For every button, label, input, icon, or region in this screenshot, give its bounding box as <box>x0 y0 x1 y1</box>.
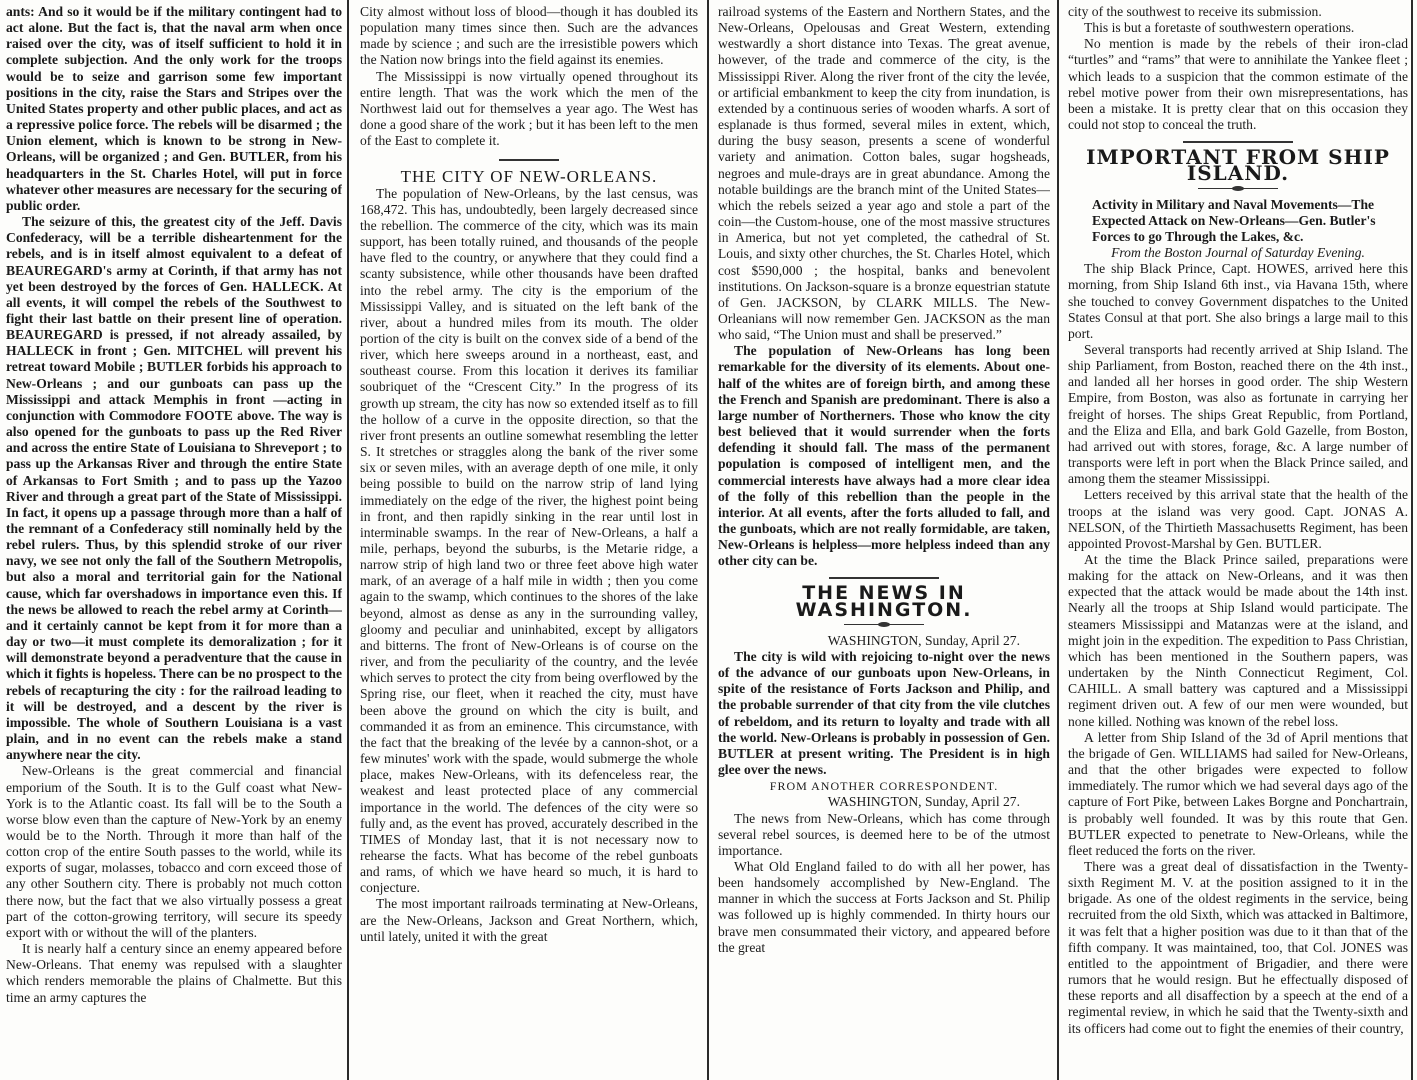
section-heading-news-in-washington: THE NEWS IN WASHINGTON. <box>795 582 973 621</box>
dateline: WASHINGTON, Sunday, April 27. <box>827 794 1020 810</box>
source-credit: From the Boston Journal of Saturday Evening. <box>1111 245 1365 261</box>
article-paragraph: No mention is made by the rebels of their iron-clad “turtles” and “rams” that were to annihilate the Yankee fleet ; which leads to a suspicion that the common estimate of the rebel motive power from their own misrepresentations, has been a mistake. It is pretty clear that on this occasion they could not stop to conceal the truth. <box>1068 36 1408 133</box>
article-paragraph: Several transports had recently arrived at Ship Island. The ship Parliament, from Boston, reached there on the 4th inst., and landed all her horses in good order. The ship Western Empire, from Boston, was also as fortunate in carrying her freight of horses. The ships Great Republic, from Portland, and the Eliza and Ella, and bark Gold Gazelle, from Boston, had arrived out with stores, forage, &c. A large number of transports were left in port when the Black Prince sailed, and among them the steamer Mississippi. <box>1068 341 1408 487</box>
article-paragraph: ants: And so it would be if the military contingent had to act alone. But the fact is, that the naval arm when once raised over the city, was of itself sufficient to hold it in complete subjection. And the only work for the troops would be to seize and garrison some few important positions in the city, raise the Stars and Stripes over the United States property and other public places, and act as a repressive police force. The rebels will be disarmed ; the Union element, which is known to be strong in New-Orleans, will be organized ; and Gen. BUTLER, from his headquarters in the St. Charles Hotel, will put in force whatever other measures are necessary for the securing of public order. <box>6 4 342 213</box>
article-paragraph: It is nearly half a century since an enemy appeared before New-Orleans. That enemy was repulsed with a slaughter which renders memorable the plains of Chalmette. But this time an army captures the <box>6 941 342 1005</box>
ornament-divider <box>1198 188 1278 189</box>
article-paragraph: There was a great deal of dissatisfaction in the Twenty-sixth Regiment M. V. at the position assigned to it in the brigade. As one of the oldest regiments in the service, being recruited from the old Sixth, which was attacked in Baltimore, it was felt that a higher position was due to it than that of the fifth company. It was maintained, too, that Col. JONES was entitled to the appointment of Brigadier, and there were rumors that he would resign. But he effectually disposed of these reports and all disaffection by a speech at the end of a regimental review, in which he said that the Twenty-sixth and its officers had come out to fight the enemies of their country, <box>1068 858 1408 1036</box>
article-paragraph: Letters received by this arrival state that the health of the troops at the island was very good. Capt. JONAS A. NELSON, of the Thirtieth Massachusetts Regiment, has been appointed Provost-Marshal by Gen. BUTLER. <box>1068 487 1408 551</box>
section-heading-city-of-new-orleans: THE CITY OF NEW-ORLEANS. <box>400 167 658 187</box>
column-rule <box>707 0 709 1080</box>
section-divider <box>1183 141 1293 143</box>
section-divider <box>499 159 559 161</box>
column-1 <box>6 4 342 1080</box>
ornament-divider <box>844 624 924 625</box>
article-paragraph: railroad systems of the Eastern and Northern States, and the New-Orleans, Opelousas and Great Western, extending westwardly a short distance into Texas. The great avenue, however, of the trade and commerce of the city, is the Mississippi River. Along the river front of the city the levée, or artificial embankment to keep the city from inundation, is extended by a continuous series of wooden wharfs. A sort of esplanade is thus formed, several miles in extent, which, during the busy season, presents a scene of wonderful variety and animation. Cotton bales, sugar hogsheads, negroes and mule-drays are in great abundance. Among the notable buildings are the branch mint of the United States—which the rebels seized a year ago and stole a part of the coin—the Custom-house, one of the most massive structures in America, but not yet completed, the cathedral of St. Louis, and sixty other churches, the St. Charles Hotel, which cost $590,000 ; the hospital, banks and benevolent institutions. On Jackson-square is a bronze equestrian statute of Gen. JACKSON, by CLARK MILLS. The New-Orleanians will now remember Gen. JACKSON as the man who said, “The Union must and shall be preserved.” <box>718 4 1050 343</box>
article-paragraph: The city is wild with rejoicing to-night over the news of the advance of our gunboats upon New-Orleans, in spite of the resistance of Forts Jackson and Philip, and the probable surrender of that city from the vile clutches of rebeldom, and its return to loyalty and trade with all the world. New-Orleans is probably in possession of Gen. BUTLER at present writing. The President is in high glee over the news. <box>718 648 1050 778</box>
article-paragraph: This is but a foretaste of southwestern operations. <box>1084 20 1355 36</box>
article-paragraph: What Old England failed to do with all her power, has been handsomely accomplished by New-England. The manner in which the success at Forts Jackson and St. Philip was followed up is highly commended. In thirty hours our brave men consummated their victory, and appeared before the great <box>718 858 1050 955</box>
section-divider <box>829 577 939 579</box>
subheading-another-correspondent: FROM ANOTHER CORRESPONDENT. <box>769 779 999 794</box>
article-paragraph: city of the southwest to receive its submission. <box>1068 4 1322 19</box>
article-paragraph: At the time the Black Prince sailed, preparations were making for the attack on New-Orleans, and it was then expected that the attack would be made about the 14th inst. Nearly all the troops at Ship Island would participate. The steamers Mississippi and Matanzas were at the island, and might join in the expedition. The expedition to Pass Christian, which has been mentioned in the Southern papers, was undertaken by the Ninth Connecticut Regiment, Col. CAHILL. A small battery was captured and a Mississippi regiment driven out. A few of our men were wounded, but none killed. Nothing was known of the rebel loss. <box>1068 552 1408 729</box>
section-heading-ship-island: IMPORTANT FROM SHIP ISLAND. <box>1086 145 1390 186</box>
article-paragraph: New-Orleans is the great commercial and financial emporium of the South. It is to the Gulf coast what New-York is to the Atlantic coast. Its fall will be to the South a worse blow even than the capture of New-York by an enemy would be to the North. Through it more than half of the cotton crop of the entire South passes to the world, while its exports of sugar, molasses, tobacco and corn exceed those of any other Southern city. There is probably not much cotton there now, but the fact that we also virtually possess a great part of the cotton-growing territory, will secure its speedy export with or without the will of the planters. <box>6 763 342 940</box>
article-paragraph: A letter from Ship Island of the 3d of April mentions that the brigade of Gen. WILLIAMS had sailed for New-Orleans, and that the other brigades were expected to follow immediately. The rumor which we had several days ago of the capture of Fort Pike, between Lakes Borgne and Ponchartrain, is probably well founded. It was by this route that Gen. BUTLER expected to penetrate to New-Orleans, while the fleet reduced the forts on the river. <box>1068 729 1408 858</box>
dateline: WASHINGTON, Sunday, April 27. <box>827 632 1020 648</box>
column-2 <box>360 4 698 1080</box>
article-paragraph: The population of New-Orleans has long been remarkable for the diversity of its elements. About one-half of the whites are of foreign birth, and among these the French and Spanish are predominant. There is also a large number of Northerners. Those who know the city best believed that it would surrender when the forts defending it should fall. The mass of the permanent population is composed of intelligent men, and the commercial interests have always had a more clear idea of the folly of this rebellion than the people in the interior. At all events, after the forts alluded to fall, and the gunboats, which are not really formidable, are taken, New-Orleans is helpless—more helpless indeed than any other city can be. <box>718 343 1050 569</box>
article-paragraph: City almost without loss of blood—though it has doubled its population many times since then. Such are the advances made by science ; and such are the irresistible powers which the Nation now brings into the field against its enemies. <box>360 4 698 68</box>
article-paragraph: The news from New-Orleans, which has come through several rebel sources, is deemed here to be of the utmost importance. <box>718 810 1050 858</box>
column-rule <box>1411 0 1413 1080</box>
column-3 <box>718 4 1050 1080</box>
column-4 <box>1068 4 1408 1080</box>
article-paragraph: The seizure of this, the greatest city of the Jeff. Davis Confederacy, will be a terrible disheartenment for the rebels, and is in itself almost equivalent to a defeat of BEAUREGARD's army at Corinth, if that army has not yet been destroyed by the forces of Gen. HALLECK. At all events, it will compel the rebels of the Southwest to fight their last battle on their present line of operation. BEAUREGARD is pressed, if not already assailed, by HALLECK in front ; Gen. MITCHEL will prevent his retreat toward Mobile ; BUTLER forbids his approach to New-Orleans ; and our gunboats can pass up the Mississippi and attack Memphis in front —acting in conjunction with Commodore FOOTE above. The way is also opened for the gunboats to pass up the Red River and across the entire State of Louisiana to Shreveport ; to pass up the Arkansas River and through the entire State of Arkansas to Fort Smith ; and to pass up the Yazoo River and through a great part of the State of Mississippi. In fact, it opens up a passage through more than a half of the remnant of a Confederacy still nominally held by the rebel rulers. Thus, by this splendid stroke of our river navy, we see not only the fall of the Southern Metropolis, but also a moral and territorial gain for the National cause, which far overshadows in importance even this. If the news be allowed to reach the rebel army at Corinth—and it certainly cannot be kept from it for more than a day or two—it must complete its demoralization ; for it will demonstrate beyond a peradventure that the cause in which it fights is hopeless. There can be no prospect to the rebels of recapturing the city : for the railroad leading to it will be destroyed, and a descent by the river is impossible. The whole of Southern Louisiana is a vast plain, and in no event can the rebels make a stand anywhere near the city. <box>6 214 342 763</box>
article-deck: Activity in Military and Naval Movements—The Expected Attack on New-Orleans—Gen. Butler's Forces to go Through the Lakes, &c. <box>1092 196 1376 244</box>
column-rule <box>1057 0 1059 1080</box>
article-paragraph: The ship Black Prince, Capt. HOWES, arrived here this morning, from Ship Island 6th inst., via Havana 15th, where she touched to convey Government dispatches to the United States Consul at that port. She also brings a large mail to this port. <box>1068 261 1408 341</box>
article-paragraph: The Mississippi is now virtually opened throughout its entire length. That was the work which the men of the Northwest laid out for themselves a year ago. The West has done a good share of the work ; but it has been left to the men of the East to complete it. <box>360 68 698 149</box>
article-paragraph: The population of New-Orleans, by the last census, was 168,472. This has, undoubtedly, been largely decreased since the rebellion. The commerce of the city, which was its main support, has been totally ruined, and thousands of the people have fled to the country, or anywhere that they could find a scanty subsistence, while other thousands have been drafted into the rebel army. The city is the emporium of the Mississippi Valley, and is situated on the left bank of the river, about a hundred miles from its mouth. The older portion of the city is built on the convex side of a bend of the river, which here sweeps around in a northeast, east, and southeast course. From this location it derives its familiar soubriquet of the “Crescent City.” In the progress of its growth up stream, the city has now so extended itself as to fill the hollow of a curve in the opposite direction, so that the river front presents an outline somewhat resembling the letter S. It stretches or straggles along the bank of the river some six or seven miles, with an average depth of one mile, it only being possible to build on the narrow strip of land lying immediately on the edge of the river, the highest point being in front, and then rapidly sinking in the rear until lost in interminable swamps. In the rear of New-Orleans, a half a mile, perhaps, beyond the suburbs, is the Metarie ridge, a narrow strip of high land two or three feet above high water mark, of an average of a half mile in width ; then you come again to the swamp, which continues to the shores of the lake beyond, almost as dense as any in the surrounding valley, gloomy and peculiar and uninhabited, except by alligators and bitterns. The front of New-Orleans is of course on the river, and from the peculiarity of the country, and the levée which serves to protect the city from being overflowed by the Spring rise, our fleet, when it reached the city, must have been above the ground on which the city is built, and commanded it as from an eminence. This circumstance, with the fact that the breaking of the levée by a cannon-shot, or a few minutes' work with the spade, would submerge the whole place, makes New-Orleans, with its defenceless rear, the weakest and least protected place of any commercial importance in the world. The defences of the city were so fully and, as the event has proved, accurately described in the TIMES of Monday last, that it is not necessary now to rehearse the facts. What has become of the rebel gunboats and rams, of which we have heard so much, it is hard to conjecture. <box>360 185 698 896</box>
column-rule <box>347 0 349 1080</box>
article-paragraph: The most important railroads terminating at New-Orleans, are the New-Orleans, Jackson and Great Northern, which, until lately, united it with the great <box>360 896 698 944</box>
